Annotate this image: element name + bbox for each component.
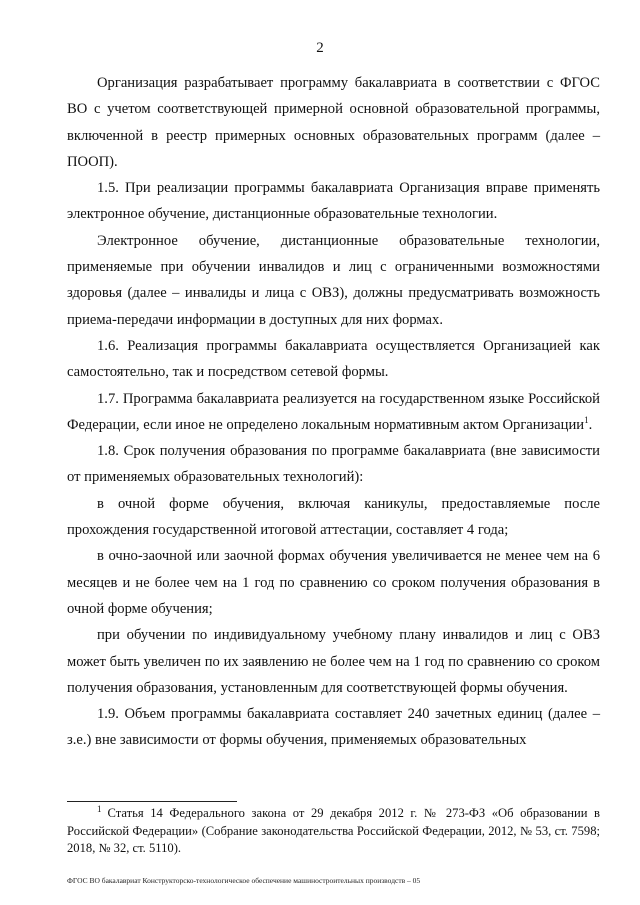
footnote [67,805,600,858]
paragraph-organization-program: Организация разрабатывает программу бакалавриата в соответствии с ФГОС ВО с учетом соответствующей примерной основной образовательной программы, включенной в реестр примерных основных образовательных программ (далее – ПООП). [67,75,600,170]
paragraph-1-7-text: 1.7. Программа бакалавриата реализуется на государственном языке Российской Федерации, если иное не определено локальным нормативным актом Организации [67,390,600,433]
footnote-mark: 1 [97,803,102,814]
footnote-reference[interactable]: 1 [584,415,589,425]
paragraph-individual-plan: при обучении по индивидуальному учебному плану инвалидов и лиц с ОВЗ может быть увеличен по их заявлению не более чем на 1 год по сравнению со сроком получения образования, установленным для соответствующей формы обучения. [67,627,600,696]
paragraph-full-time: в очной форме обучения, включая каникулы, предоставляемые после прохождения государственной итоговой аттестации, составляет 4 года; [67,495,600,539]
footnote-text: Статья 14 Федерального закона от 29 декабря 2012 г. № 273-ФЗ «Об образовании в Российской Федерации» (Собрание законодательства Российской Федерации, 2012, № 53, ст. 7598; 2018, № 32, ст. 5110). [67,806,600,855]
page-footer: ФГОС ВО бакалавриат Конструкторско-технологическое обеспечение машиностроительных производств – 05 [67,876,421,885]
body-text [67,70,600,754]
page-number: 2 [316,40,324,56]
paragraph-e-learning-disabled: Электронное обучение, дистанционные образовательные технологии, применяемые при обучении инвалидов и лиц с ограниченными возможностями здоровья (далее – инвалиды и лица с ОВЗ), должны предусматривать возможность приема-передачи информации в доступных для них формах. [67,232,600,328]
paragraph-part-time: в очно-заочной или заочной формах обучения увеличивается не менее чем на 6 месяцев и не более чем на 1 год по сравнению со сроком получения образования в очной форме обучения; [67,548,600,617]
paragraph-1-7 [67,386,600,439]
paragraph-1-8: 1.8. Срок получения образования по программе бакалавриата (вне зависимости от применяемых образовательных технологий): [67,443,600,486]
paragraph-1-5: 1.5. При реализации программы бакалавриата Организация вправе применять электронное обучение, дистанционные образовательные технологии. [67,180,600,223]
paragraph-1-6: 1.6. Реализация программы бакалавриата осуществляется Организацией как самостоятельно, так и посредством сетевой формы. [67,337,600,381]
paragraph-1-9: 1.9. Объем программы бакалавриата составляет 240 зачетных единиц (далее – з.е.) вне зависимости от формы обучения, применяемых образовательных [67,706,600,749]
paragraph-1-7-end: . [588,416,593,433]
footnote-divider [67,801,237,802]
